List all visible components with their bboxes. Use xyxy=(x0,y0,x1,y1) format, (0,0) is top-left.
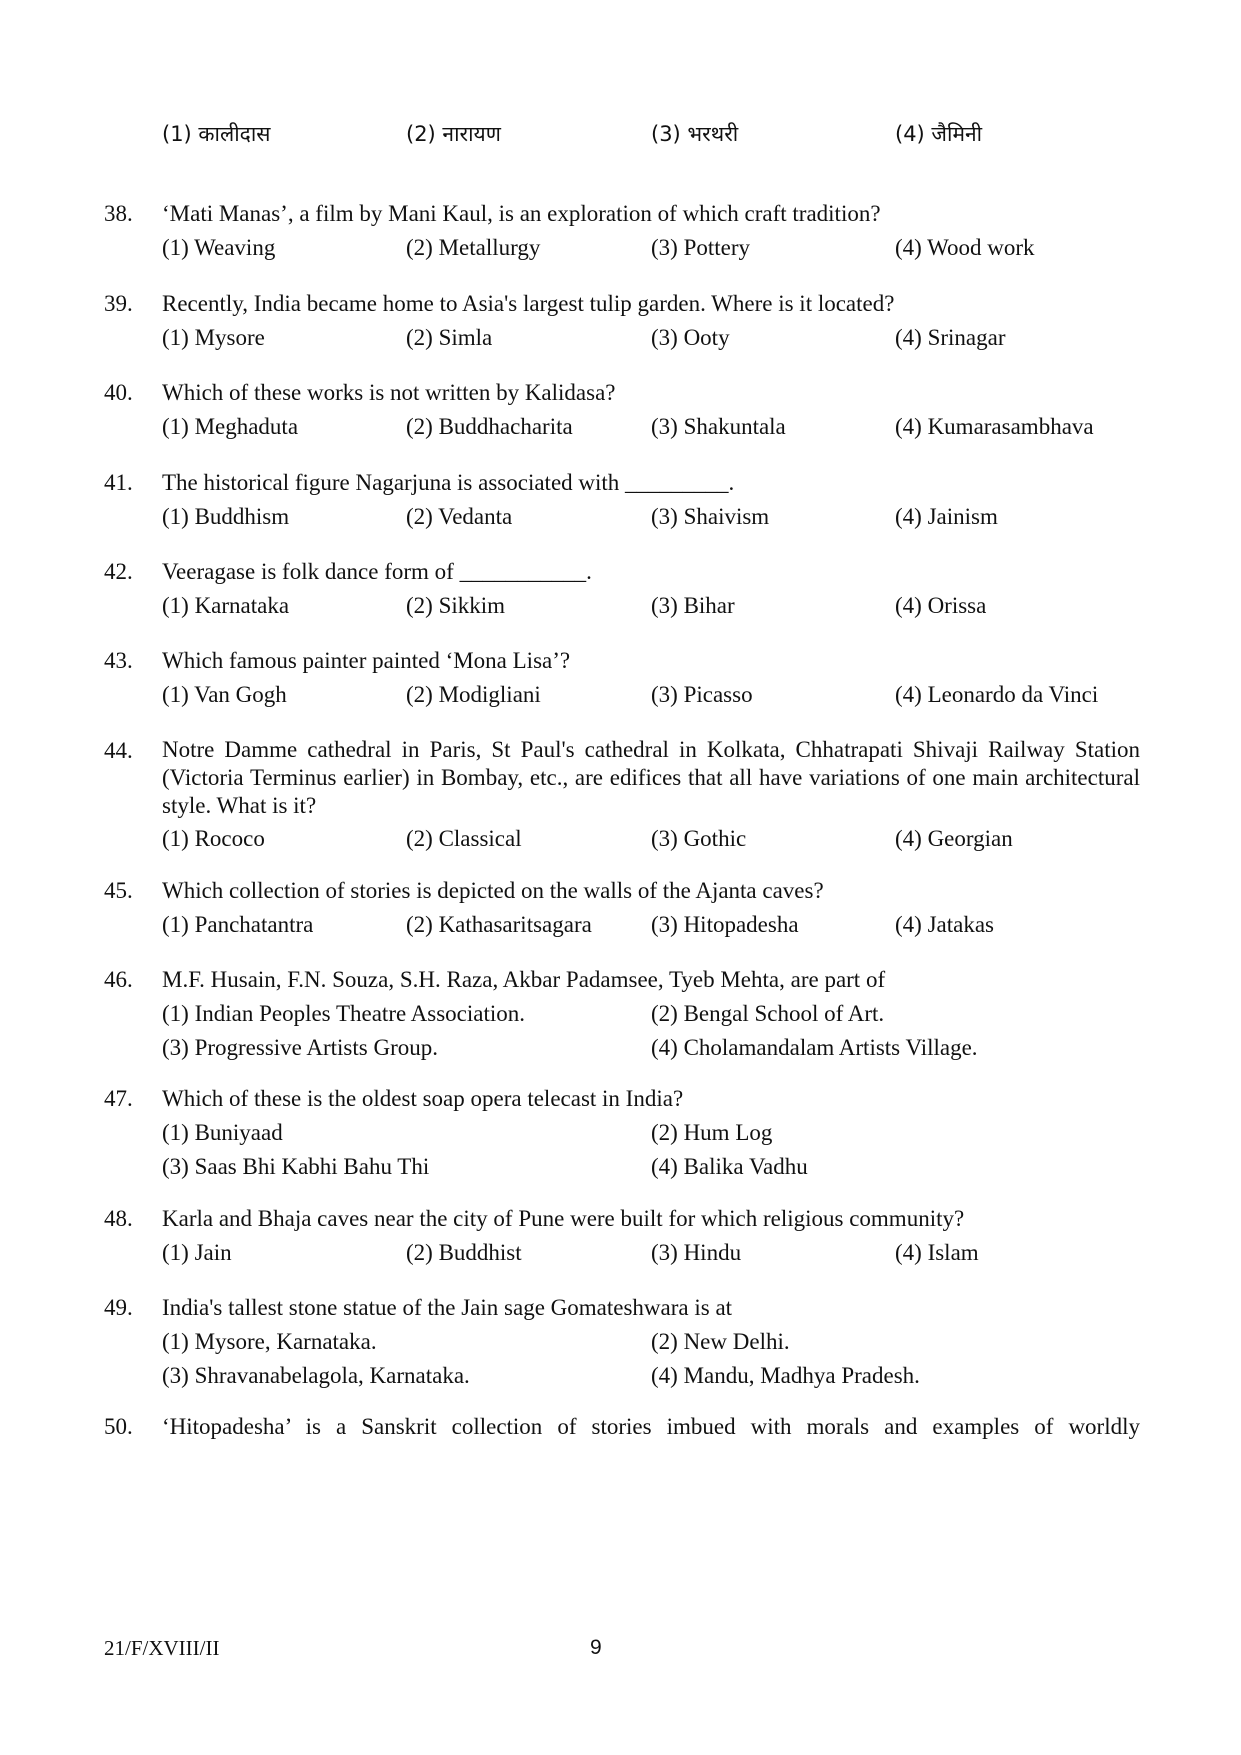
option-4: (4) Islam xyxy=(895,1240,979,1265)
options-row xyxy=(162,999,1140,1029)
option-2: (2) Classical xyxy=(406,826,522,851)
options-row xyxy=(162,323,1140,353)
option-2: (2) Modigliani xyxy=(406,682,541,707)
question-38 xyxy=(104,199,1140,263)
question-43 xyxy=(104,646,1140,710)
options-row xyxy=(162,502,1140,532)
option-2: (2) नारायण xyxy=(406,122,501,146)
option-3: (3) Shakuntala xyxy=(651,414,786,439)
option-4: (4) Orissa xyxy=(895,593,987,618)
question-47 xyxy=(104,1084,1140,1182)
options-row xyxy=(162,233,1140,263)
question-text: Notre Damme cathedral in Paris, St Paul's cathedral in Kolkata, Chhatrapati Shivaji Railway Station (Victoria Terminus earlier) in Bombay, etc., are edifices that all have variations of one main architectural style. What is it? xyxy=(162,737,1140,818)
options-row xyxy=(162,910,1140,940)
paper-code: 21/F/XVIII/II xyxy=(104,1636,220,1660)
question-41 xyxy=(104,468,1140,532)
option-4: (4) Balika Vadhu xyxy=(651,1154,808,1179)
options-row xyxy=(162,1327,1140,1357)
option-4: (4) Georgian xyxy=(895,826,1013,851)
option-4: (4) Leonardo da Vinci xyxy=(895,682,1099,707)
option-1: (1) Indian Peoples Theatre Association. xyxy=(162,1001,526,1026)
option-1: (1) Buddhism xyxy=(162,504,290,529)
question-48 xyxy=(104,1204,1140,1268)
option-2: (2) Buddhist xyxy=(406,1240,522,1265)
question-42 xyxy=(104,557,1140,621)
question-text: Veeragase is folk dance form of ___________. xyxy=(162,559,592,584)
page-number: 9 xyxy=(590,1636,602,1659)
question-number: 47. xyxy=(104,1086,133,1111)
question-number: 45. xyxy=(104,878,133,903)
question-number: 39. xyxy=(104,291,133,316)
options-row xyxy=(162,591,1140,621)
option-4: (4) Jainism xyxy=(895,504,998,529)
option-2: (2) Hum Log xyxy=(651,1120,773,1145)
question-number: 41. xyxy=(104,470,133,495)
question-number: 38. xyxy=(104,201,133,226)
question-text: The historical figure Nagarjuna is associated with _________. xyxy=(162,470,735,495)
options-row xyxy=(162,1033,1140,1063)
options-row xyxy=(162,1152,1140,1182)
options-row xyxy=(162,1361,1140,1391)
option-3: (3) Progressive Artists Group. xyxy=(162,1035,438,1060)
option-4: (4) Srinagar xyxy=(895,325,1006,350)
options-row xyxy=(162,412,1140,442)
option-1: (1) Panchatantra xyxy=(162,912,314,937)
option-4: (4) Kumarasambhava xyxy=(895,414,1094,439)
question-text: India's tallest stone statue of the Jain sage Gomateshwara is at xyxy=(162,1295,733,1320)
question-number: 49. xyxy=(104,1295,133,1320)
option-1: (1) Jain xyxy=(162,1240,232,1265)
option-2: (2) Sikkim xyxy=(406,593,506,618)
options-row xyxy=(162,1238,1140,1268)
options-row xyxy=(162,1118,1140,1148)
option-4: (4) Jatakas xyxy=(895,912,994,937)
question-text: Which of these is the oldest soap opera telecast in India? xyxy=(162,1086,684,1111)
question-50 xyxy=(104,1412,1140,1442)
option-1: (1) Karnataka xyxy=(162,593,290,618)
option-3: (3) Saas Bhi Kabhi Bahu Thi xyxy=(162,1154,430,1179)
option-1: (1) कालीदास xyxy=(162,122,271,146)
option-2: (2) Vedanta xyxy=(406,504,513,529)
question-45 xyxy=(104,876,1140,940)
option-1: (1) Meghaduta xyxy=(162,414,299,439)
option-1: (1) Buniyaad xyxy=(162,1120,283,1145)
question-number: 43. xyxy=(104,648,133,673)
option-4: (4) Mandu, Madhya Pradesh. xyxy=(651,1363,920,1388)
options-row xyxy=(162,824,1140,854)
option-1: (1) Rococo xyxy=(162,826,265,851)
option-2: (2) Kathasaritsagara xyxy=(406,912,592,937)
option-1: (1) Mysore, Karnataka. xyxy=(162,1329,377,1354)
previous-question-options xyxy=(162,119,1122,153)
option-3: (3) भरथरी xyxy=(651,122,739,146)
question-number: 50. xyxy=(104,1414,133,1439)
option-1: (1) Mysore xyxy=(162,325,265,350)
option-4: (4) जैमिनी xyxy=(895,122,983,146)
question-text: Which of these works is not written by Kalidasa? xyxy=(162,380,616,405)
question-44 xyxy=(104,736,1140,854)
question-text: Which collection of stories is depicted on the walls of the Ajanta caves? xyxy=(162,878,824,903)
question-number: 44. xyxy=(104,738,133,763)
question-39 xyxy=(104,289,1140,353)
option-2: (2) Bengal School of Art. xyxy=(651,1001,885,1026)
question-49 xyxy=(104,1293,1140,1391)
question-number: 46. xyxy=(104,967,133,992)
option-3: (3) Picasso xyxy=(651,682,753,707)
option-4: (4) Wood work xyxy=(895,235,1035,260)
question-text: Which famous painter painted ‘Mona Lisa’? xyxy=(162,648,571,673)
question-number: 40. xyxy=(104,380,133,405)
question-number: 42. xyxy=(104,559,133,584)
question-text: ‘Hitopadesha’ is a Sanskrit collection of stories imbued with morals and examples of worldly xyxy=(162,1414,1140,1439)
question-text: Recently, India became home to Asia's largest tulip garden. Where is it located? xyxy=(162,291,895,316)
question-text: M.F. Husain, F.N. Souza, S.H. Raza, Akbar Padamsee, Tyeb Mehta, are part of xyxy=(162,967,886,992)
question-text: ‘Mati Manas’, a film by Mani Kaul, is an exploration of which craft tradition? xyxy=(162,201,881,226)
option-2: (2) New Delhi. xyxy=(651,1329,790,1354)
option-3: (3) Gothic xyxy=(651,826,747,851)
question-number: 48. xyxy=(104,1206,133,1231)
question-text: Karla and Bhaja caves near the city of Pune were built for which religious community? xyxy=(162,1206,965,1231)
option-3: (3) Hindu xyxy=(651,1240,742,1265)
option-3: (3) Ooty xyxy=(651,325,730,350)
option-1: (1) Van Gogh xyxy=(162,682,287,707)
option-3: (3) Bihar xyxy=(651,593,735,618)
option-3: (3) Hitopadesha xyxy=(651,912,799,937)
options-row xyxy=(162,680,1140,710)
option-4: (4) Cholamandalam Artists Village. xyxy=(651,1035,978,1060)
option-2: (2) Simla xyxy=(406,325,493,350)
option-1: (1) Weaving xyxy=(162,235,276,260)
option-3: (3) Pottery xyxy=(651,235,751,260)
option-3: (3) Shravanabelagola, Karnataka. xyxy=(162,1363,470,1388)
question-40 xyxy=(104,378,1140,442)
option-3: (3) Shaivism xyxy=(651,504,770,529)
option-2: (2) Metallurgy xyxy=(406,235,541,260)
option-2: (2) Buddhacharita xyxy=(406,414,573,439)
question-46 xyxy=(104,965,1140,1063)
